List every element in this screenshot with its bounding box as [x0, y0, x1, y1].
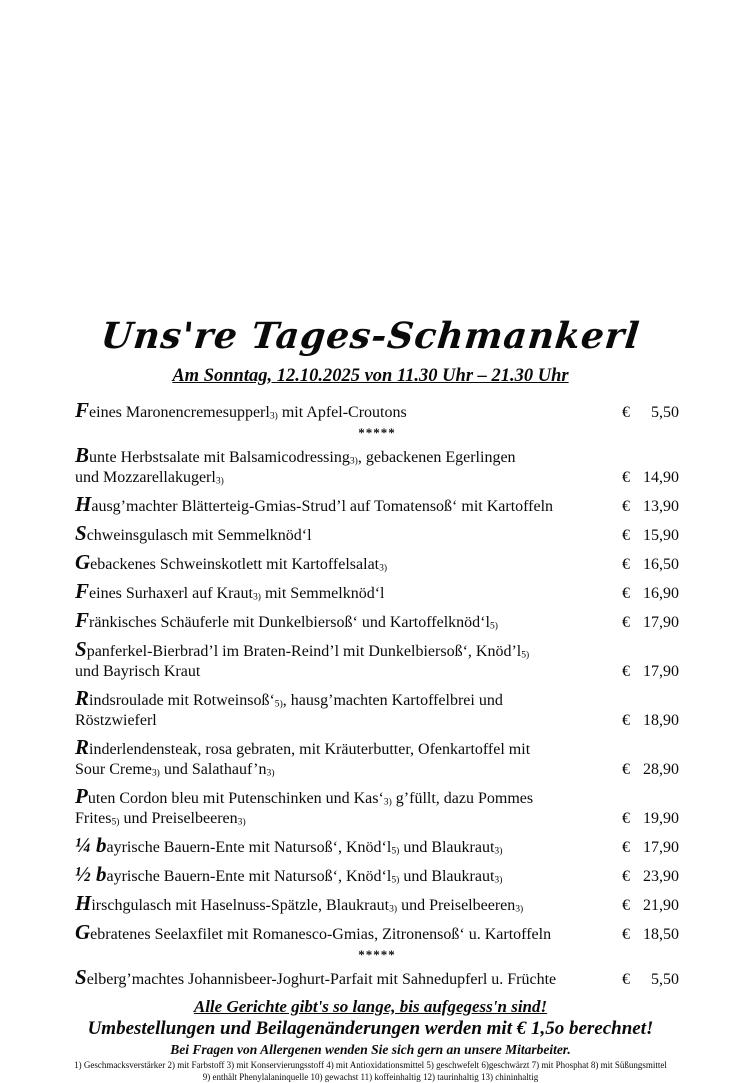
menu-item-text: Hausg’machter Blätterteig-Gmias-Strud’l auf Tomatensoß‘ mit Kartoffeln [75, 494, 622, 517]
menu-item-price [622, 809, 679, 829]
currency-symbol: € [622, 760, 630, 780]
menu-item-lead: S [75, 521, 87, 545]
price-amount: 19,90 [643, 809, 679, 829]
price-amount: 18,90 [643, 711, 679, 731]
price-amount: 18,50 [643, 925, 679, 945]
menu-item-list [0, 400, 741, 990]
price-amount: 5,50 [651, 403, 679, 423]
menu-item [75, 400, 679, 423]
price-amount: 28,90 [643, 760, 679, 780]
menu-item [75, 610, 679, 633]
menu-item-lead: G [75, 920, 90, 944]
menu-item-lead: F [75, 579, 89, 603]
menu-item-lead: R [75, 735, 89, 759]
menu-item-price [622, 760, 679, 780]
date-line: Am Sonntag, 12.10.2025 von 11.30 Uhr – 21.30 Uhr [0, 365, 741, 388]
availability-note: Alle Gerichte gibt's so lange, bis aufgegess'n sind! [0, 996, 741, 1017]
menu-item-price [622, 584, 679, 604]
price-amount: 23,90 [643, 867, 679, 887]
footer [0, 996, 741, 1083]
currency-symbol: € [622, 555, 630, 575]
menu-item [75, 864, 679, 887]
currency-symbol: € [622, 896, 630, 916]
menu-item-lead: B [75, 443, 89, 467]
price-amount: 21,90 [643, 896, 679, 916]
stars-separator: ***** [75, 426, 679, 439]
menu-item-lead: S [75, 637, 87, 661]
menu-item-text: ¼ bayrische Bauern-Ente mit Natursoß‘, $Knöd‘l_{5)}$ und Blaukraut$_{3)}$ [75, 835, 622, 858]
menu-item-price [622, 896, 679, 916]
menu-item [75, 581, 679, 604]
currency-symbol: € [622, 526, 630, 546]
menu-item-text: Puten Cordon bleu mit Putenschinken und $Kas‘_{3)}$ g’füllt, dazu Pommes Frites$_{5)}$ und Preiselbeeren$_{3)}$ [75, 786, 622, 829]
menu-item-text: Schweinsgulasch mit Semmelknöd‘l [75, 523, 622, 546]
footnotes-line-1: 1) Geschmacksverstärker 2) mit Farbstoff 3) mit Konservierungsstoff 4) mit Antioxidationsmittel 5) geschwefelt 6)geschwärzt 7) mit Phosphat 8) mit Süßungsmittel [0, 1060, 741, 1072]
menu-item-text: Rindsroulade mit $Rotweinsoß‘_{5)}$, hausg’machten Kartoffelbrei und Röstzwieferl [75, 688, 622, 731]
menu-item-price [622, 526, 679, 546]
menu-item [75, 922, 679, 945]
allergy-note: Bei Fragen von Allergenen wenden Sie sich gern an unsere Mitarbeiter. [0, 1041, 741, 1058]
menu-item [75, 835, 679, 858]
price-amount: 16,90 [643, 584, 679, 604]
price-amount: 5,50 [651, 970, 679, 990]
price-amount: 13,90 [643, 497, 679, 517]
menu-item [75, 737, 679, 780]
currency-symbol: € [622, 497, 630, 517]
currency-symbol: € [622, 468, 630, 488]
menu-item-price [622, 468, 679, 488]
menu-item-lead: R [75, 686, 89, 710]
currency-symbol: € [622, 867, 630, 887]
price-amount: 17,90 [643, 662, 679, 682]
menu-item-text: Bunte Herbstsalate mit Balsamicodressing$_{3)}$, gebackenen Egerlingen und Mozzarellakugerl$_{3)}$ [75, 445, 622, 488]
menu-item-lead: P [75, 784, 88, 808]
surcharge-note: Umbestellungen und Beilagenänderungen werden mit € 1,5o berechnet! [0, 1017, 741, 1041]
menu-item-text: Feines Surhaxerl auf Kraut$_{3)}$ mit Semmelknöd‘l [75, 581, 622, 604]
price-amount: 17,90 [643, 838, 679, 858]
menu-item-text: Spanferkel-Bierbrad’l im Braten-Reind’l mit Dunkelbiersoß‘, $Knöd’l_{5)}$ und Bayrisch Kraut [75, 639, 622, 682]
currency-symbol: € [622, 925, 630, 945]
currency-symbol: € [622, 613, 630, 633]
menu-item-price [622, 613, 679, 633]
menu-item [75, 494, 679, 517]
menu-item-text: ½ bayrische Bauern-Ente mit Natursoß‘, $Knöd‘l_{5)}$ und Blaukraut$_{3)}$ [75, 864, 622, 887]
menu-item-lead: F [75, 398, 89, 422]
page-title: Uns're Tages-Schmankerl [0, 314, 743, 358]
currency-symbol: € [622, 403, 630, 423]
menu-item-price [622, 711, 679, 731]
menu-item-lead: ½ b [75, 862, 107, 886]
menu-item-price [622, 497, 679, 517]
menu-item-text: Gebratenes Seelaxfilet mit Romanesco-Gmias, Zitronensoß‘ u. Kartoffeln [75, 922, 622, 945]
menu-item [75, 639, 679, 682]
menu-item [75, 445, 679, 488]
menu-item-lead: H [75, 492, 91, 516]
price-amount: 15,90 [643, 526, 679, 546]
menu-item-lead: G [75, 550, 90, 574]
currency-symbol: € [622, 838, 630, 858]
menu-item-lead: F [75, 608, 89, 632]
menu-item-price [622, 662, 679, 682]
currency-symbol: € [622, 711, 630, 731]
menu-item [75, 967, 679, 990]
menu-item-text: Fränkisches Schäuferle mit Dunkelbiersoß‘ und $Kartoffelknöd‘l_{5)}$ [75, 610, 622, 633]
menu-item-text: Hirschgulasch mit Haselnuss-Spätzle, Blaukraut$_{3)}$ und Preiselbeeren$_{3)}$ [75, 893, 622, 916]
menu-item [75, 688, 679, 731]
menu-item-price [622, 970, 679, 990]
footnotes [0, 1060, 741, 1083]
menu-item [75, 786, 679, 829]
menu-item-price [622, 555, 679, 575]
stars-separator: ***** [75, 948, 679, 961]
menu-item-lead: H [75, 891, 91, 915]
currency-symbol: € [622, 970, 630, 990]
menu-item-price [622, 867, 679, 887]
menu-item-text: Gebackenes Schweinskotlett mit Kartoffelsalat$_{3)}$ [75, 552, 622, 575]
menu-item-text: Selberg’machtes Johannisbeer-Joghurt-Parfait mit Sahnedupferl u. Früchte [75, 967, 622, 990]
menu-item-price [622, 838, 679, 858]
menu-item-lead: S [75, 965, 87, 989]
menu-item-text: Rinderlendensteak, rosa gebraten, mit Kräuterbutter, Ofenkartoffel mit Sour Creme$_{3)}$ und $Salathauf’n_{3)}$ [75, 737, 622, 780]
menu-item-price [622, 925, 679, 945]
menu-item-lead: ¼ b [75, 833, 107, 857]
price-amount: 14,90 [643, 468, 679, 488]
currency-symbol: € [622, 809, 630, 829]
menu-item [75, 523, 679, 546]
currency-symbol: € [622, 662, 630, 682]
price-amount: 17,90 [643, 613, 679, 633]
menu-item-text: Feines Maronencremesupperl$_{3)}$ mit Apfel-Croutons [75, 400, 622, 423]
menu-item-price [622, 403, 679, 423]
price-amount: 16,50 [643, 555, 679, 575]
currency-symbol: € [622, 584, 630, 604]
footnotes-line-2: 9) enthält Phenylalaninquelle 10) gewachst 11) koffeinhaltig 12) taurinhaltig 13) chininhaltig [0, 1072, 741, 1083]
menu-item [75, 552, 679, 575]
menu-item [75, 893, 679, 916]
